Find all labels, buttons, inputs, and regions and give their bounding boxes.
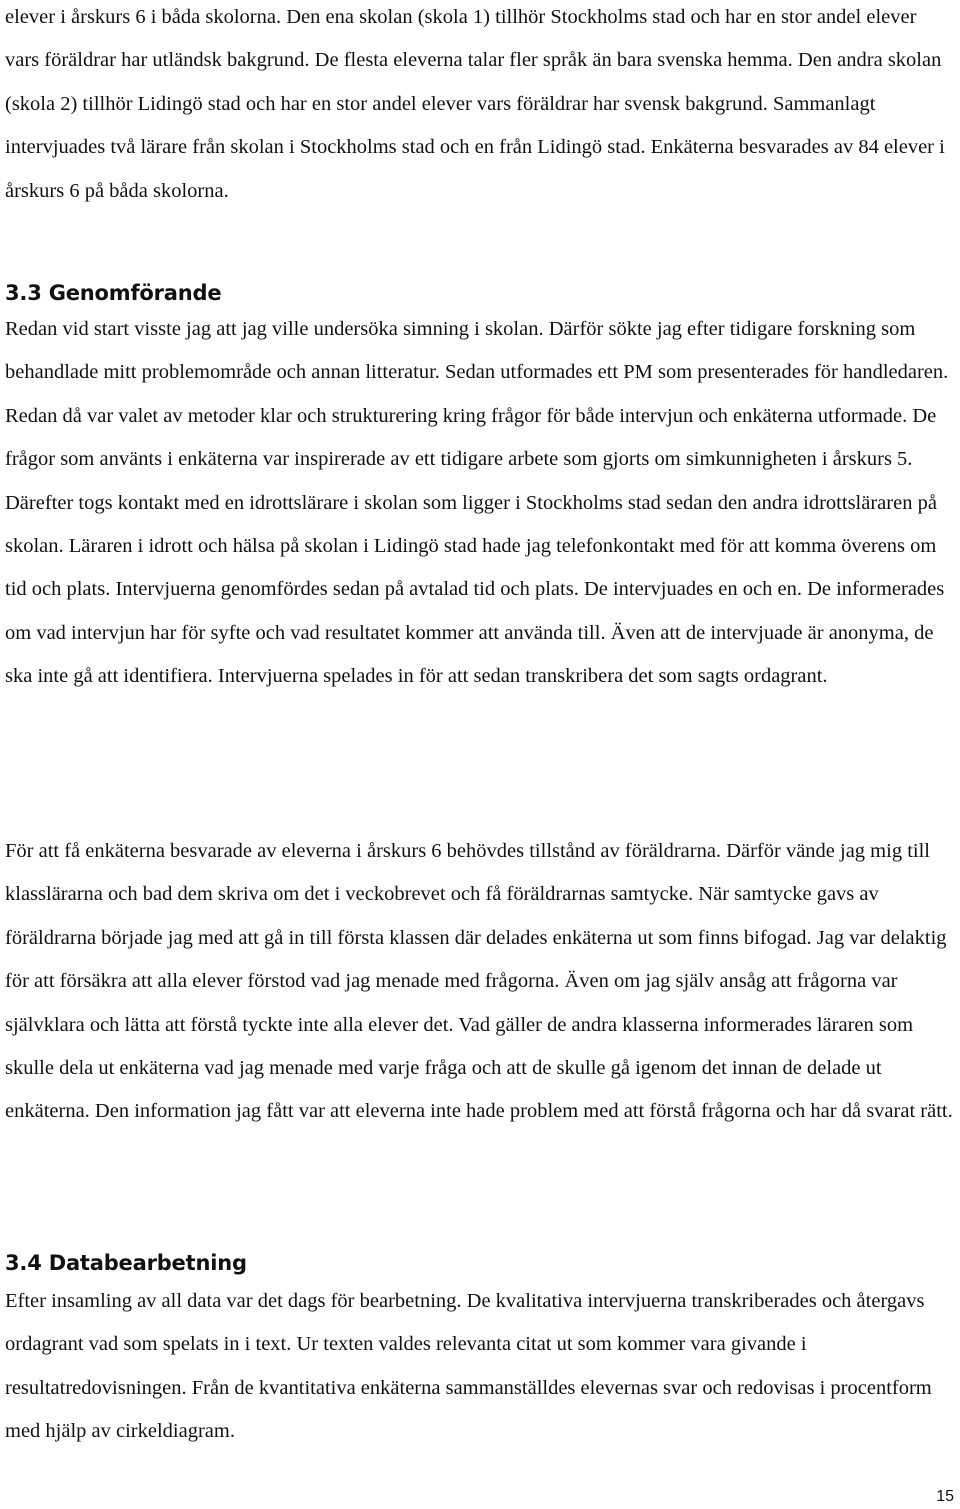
paragraph-intro: elever i årskurs 6 i båda skolorna. Den ena skolan (skola 1) tillhör Stockholms stad och har en stor andel elever vars föräldrar har utländsk bakgrund. De flesta eleverna talar fler språk än bara svenska hemma. Den andra skolan (skola 2) tillhör Lidingö stad och har en stor andel elever vars föräldrar har svensk bakgrund. Sammanlagt intervjuades två lärare från skolan i Stockholms stad och en från Lidingö stad. Enkäterna besvarades av 84 elever i årskurs 6 på båda skolorna. (5, 6, 945, 202)
page-number: 15 (936, 1488, 954, 1505)
paragraph-databearbetning: Efter insamling av all data var det dags för bearbetning. De kvalitativa intervjuerna transkriberades och återgavs ordagrant vad som spelats in i text. Ur texten valdes relevanta citat ut som kommer vara givande i resultatredovisningen. Från de kvantitativa enkäterna sammanställdes elevernas svar och redovisas i procentform med hjälp av cirkeldiagram. (5, 1290, 932, 1443)
paragraph-genomforande-2: För att få enkäterna besvarade av eleverna i årskurs 6 behövdes tillstånd av föräldrarna. Därför vände jag mig till klasslärarna och bad dem skriva om det i veckobrevet och få föräldrarnas samtycke. När samtycke gavs av föräldrarna började jag med att gå in till första klassen där delades enkäterna ut som finns bifogad. Jag var delaktig för att försäkra att alla elever förstod vad jag menade med frågorna. Även om jag själv ansåg att frågorna var självklara och lätta att förstå tyckte inte alla elever det. Vad gäller de andra klasserna informerades läraren som skulle dela ut enkäterna vad jag menade med varje fråga och att de skulle gå igenom det innan de delade ut enkäterna. Den information jag fått var att eleverna inte hade problem med att förstå frågorna och har då svarat rätt. (5, 840, 953, 1123)
section-heading-genomforande: 3.3 Genomförande (5, 281, 222, 305)
section-heading-databearbetning: 3.4 Databearbetning (5, 1251, 247, 1275)
paragraph-genomforande-1: Redan vid start visste jag att jag ville undersöka simning i skolan. Därför sökte jag efter tidigare forskning som behandlade mitt problemområde och annan litteratur. Sedan utformades ett PM som presenterades för handledaren. Redan då var valet av metoder klar och strukturering kring frågor för både intervjun och enkäterna utformade. De frågor som använts i enkäterna var inspirerade av ett tidigare arbete som gjorts om simkunnigheten i årskurs 5. Därefter togs kontakt med en idrottslärare i skolan som ligger i Stockholms stad sedan den andra idrottsläraren på skolan. Läraren i idrott och hälsa på skolan i Lidingö stad hade jag telefonkontakt med för att komma överens om tid och plats. Intervjuerna genomfördes sedan på avtalad tid och plats. De intervjuades en och en. De informerades om vad intervjun har för syfte och vad resultatet kommer att använda till. Även att de intervjuade är anonyma, de ska inte gå att identifiera. Intervjuerna spelades in för att sedan transkribera det som sagts ordagrant. (5, 318, 949, 688)
